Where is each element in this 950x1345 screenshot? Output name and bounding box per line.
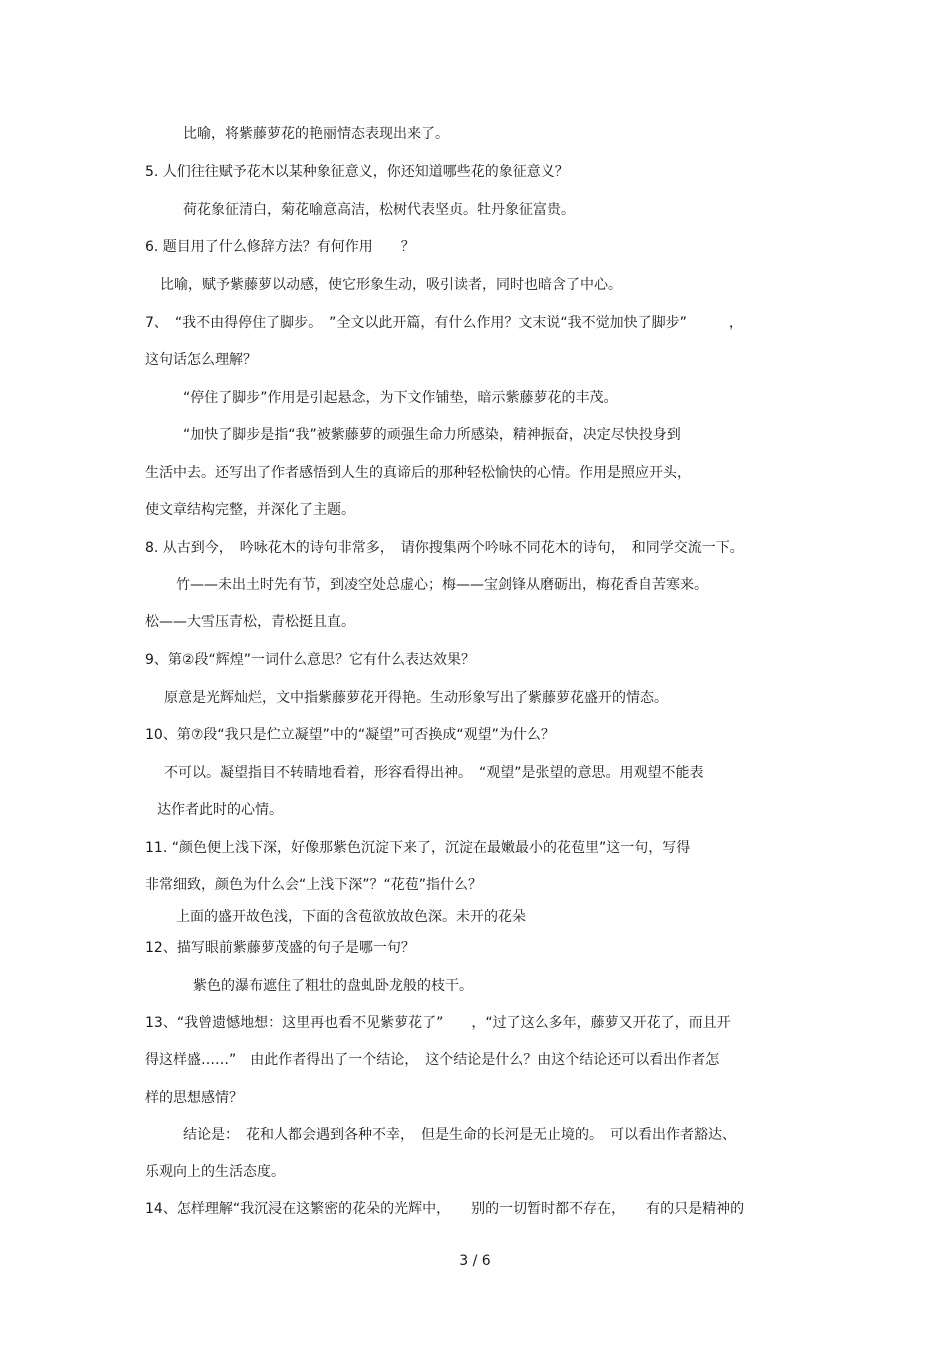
question-13: 13、“我曾遗憾地想：这里再也看不见紫萝花了” ，“过了这么多年，藤萝又开花了，而且开 bbox=[145, 1015, 731, 1031]
question-5: 5. 人们往往赋予花木以某种象征意义，你还知道哪些花的象征意义？ bbox=[145, 164, 569, 180]
question-7: 7、 “我不由得停住了脚步。 ”全文以此开篇，有什么作用？文末说“我不觉加快了脚步” ， bbox=[145, 315, 743, 331]
answer-10: 不可以。凝望指目不转睛地看着，形容看得出神。 “观望”是张望的意思。用观望不能表 bbox=[164, 765, 704, 781]
question-13-cont: 得这样盛……” 由此作者得出了一个结论， 这个结论是什么？由这个结论还可以看出作者怎 bbox=[145, 1052, 720, 1068]
answer-7: “停住了脚步”作用是引起悬念，为下文作铺垫，暗示紫藤萝花的丰茂。 bbox=[183, 390, 618, 406]
answer-7-b-cont2: 使文章结构完整，并深化了主题。 bbox=[145, 502, 355, 518]
page-number: 3 / 6 bbox=[459, 1253, 491, 1269]
question-7-cont: 这句话怎么理解？ bbox=[145, 352, 257, 368]
answer-8-cont: 松——大雪压青松，青松挺且直。 bbox=[145, 614, 355, 630]
answer-11: 上面的盛开故色浅，下面的含苞欲放故色深。未开的花朵 bbox=[176, 909, 526, 925]
question-12: 12、描写眼前紫藤萝茂盛的句子是哪一句？ bbox=[145, 940, 415, 956]
question-10: 10、第⑦段“我只是伫立凝望”中的“凝望”可否换成“观望”为什么？ bbox=[145, 727, 555, 743]
answer-9: 原意是光辉灿烂，文中指紫藤萝花开得艳。生动形象写出了紫藤萝花盛开的情态。 bbox=[164, 690, 668, 706]
question-13-cont2: 样的思想感情？ bbox=[145, 1090, 243, 1106]
question-14: 14、怎样理解“我沉浸在这繁密的花朵的光辉中， 别的一切暂时都不存在， 有的只是精神的 bbox=[145, 1201, 745, 1217]
question-8: 8. 从古到今， 吟咏花木的诗句非常多， 请你搜集两个吟咏不同花木的诗句， 和同学交流一下。 bbox=[145, 540, 744, 556]
answer-10-cont: 达作者此时的心情。 bbox=[157, 802, 283, 818]
answer-8: 竹——未出土时先有节，到凌空处总虚心；梅——宝剑锋从磨砺出，梅花香自苦寒来。 bbox=[176, 577, 708, 593]
question-11-cont: 非常细致，颜色为什么会“上浅下深”？“花苞”指什么？ bbox=[145, 877, 483, 893]
answer-7-b-cont: 生活中去。还写出了作者感悟到人生的真谛后的那种轻松愉快的心情。作用是照应开头， bbox=[145, 465, 691, 481]
question-6: 6. 题目用了什么修辞方法？有何作用 ？ bbox=[145, 239, 415, 255]
text-line: 比喻，将紫藤萝花的艳丽情态表现出来了。 bbox=[183, 126, 449, 142]
answer-7-b: “加快了脚步是指“我”被紫藤萝的顽强生命力所感染，精神振奋，决定尽快投身到 bbox=[183, 427, 681, 443]
answer-13-cont: 乐观向上的生活态度。 bbox=[145, 1164, 285, 1180]
answer-12: 紫色的瀑布遮住了粗壮的盘虬卧龙般的枝干。 bbox=[193, 978, 473, 994]
question-9: 9、第②段“辉煌”一词什么意思？它有什么表达效果？ bbox=[145, 652, 475, 668]
answer-5: 荷花象征清白，菊花喻意高洁，松树代表坚贞。牡丹象征富贵。 bbox=[183, 202, 575, 218]
question-11: 11. “颜色便上浅下深，好像那紫色沉淀下来了，沉淀在最嫩最小的花苞里”这一句，写得 bbox=[145, 840, 691, 856]
answer-13: 结论是： 花和人都会遇到各种不幸， 但是生命的长河是无止境的。 可以看出作者豁达、 bbox=[183, 1127, 736, 1143]
answer-6: 比喻，赋予紫藤萝以动感，使它形象生动，吸引读者，同时也暗含了中心。 bbox=[160, 277, 622, 293]
